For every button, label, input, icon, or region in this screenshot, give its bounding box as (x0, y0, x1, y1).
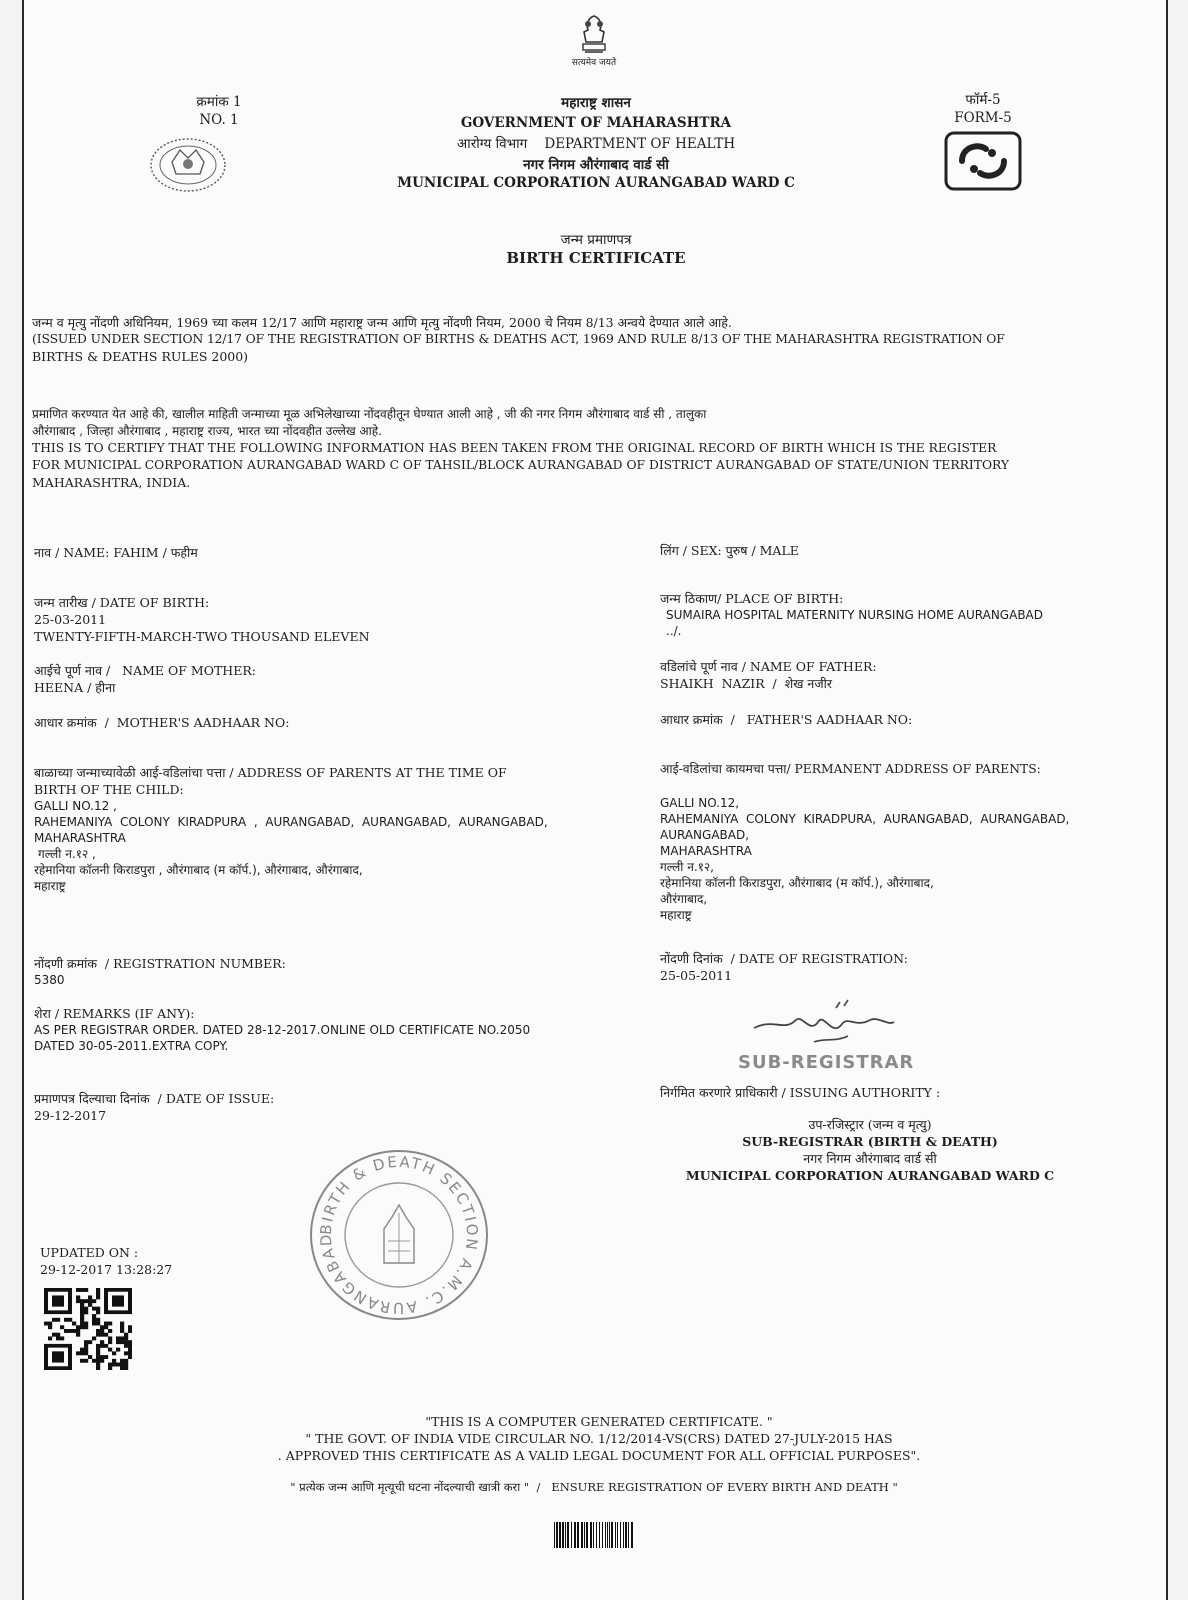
issued-under-marathi: जन्म व मृत्यु नोंदणी अधिनियम, 1969 च्या कलम 12/17 आणि महाराष्ट्र जन्म आणि मृत्यु नोंदणी नियम, 2000 चे नियम 8/13 अन्वये देण्यात आले आहे. (32, 315, 732, 330)
father-aadhaar-field (660, 711, 1140, 728)
perm-address-line: MAHARASHTRA (660, 844, 752, 858)
reg-date-value: 25-05-2011 (660, 968, 733, 983)
perm-address-label: आई-वडिलांचा कायमचा पत्ता/ PERMANENT ADDRESS OF PARENTS: (660, 762, 1041, 776)
remarks-line-1: AS PER REGISTRAR ORDER. DATED 28-12-2017.ONLINE OLD CERTIFICATE NO.2050 (34, 1023, 531, 1037)
remarks-field (34, 1005, 654, 1054)
registrar-signature (744, 998, 904, 1050)
father-field (660, 658, 1140, 692)
certification-statement (32, 406, 1142, 491)
pob-value-1: SUMAIRA HOSPITAL MATERNITY NURSING HOME AURANGABAD (666, 608, 1043, 622)
reg-no-value: 5380 (34, 973, 65, 987)
footer-slogan: " प्रत्येक जन्म आणि मृत्यूची घटना नोंदल्याची खात्री करा " / ENSURE REGISTRATION OF EVERY BIRTH AND DEATH " (290, 1480, 898, 1494)
name-line: नाव / NAME: FAHIM / फहीम (34, 545, 198, 560)
updated-value: 29-12-2017 13:28:27 (40, 1262, 173, 1277)
authority-line-english: SUB-REGISTRAR (BIRTH & DEATH) (742, 1134, 998, 1149)
dob-words: TWENTY-FIFTH-MARCH-TWO THOUSAND ELEVEN (34, 629, 370, 644)
title-english: BIRTH CERTIFICATE (506, 249, 686, 267)
father-value: SHAIKH NAZIR / शेख नजीर (660, 676, 832, 691)
issued-under-section (32, 314, 1142, 365)
footer-line-3: . APPROVED THIS CERTIFICATE AS A VALID LEGAL DOCUMENT FOR ALL OFFICIAL PURPOSES". (277, 1448, 921, 1463)
certify-english-1: THIS IS TO CERTIFY THAT THE FOLLOWING INFORMATION HAS BEEN TAKEN FROM THE ORIGINAL RECORD OF BIRTH WHICH IS THE REGISTER (32, 441, 997, 455)
dob-value: 25-03-2011 (34, 612, 107, 627)
perm-address-line: GALLI NO.12, (660, 796, 740, 810)
pob-value-2: ../. (666, 624, 682, 638)
issuer-header (364, 94, 828, 192)
reg-no-label: नोंदणी क्रमांक / REGISTRATION NUMBER: (34, 956, 286, 971)
birth-death-section-seal (304, 1145, 494, 1325)
dob-field (34, 594, 654, 645)
form-number-english: FORM-5 (954, 110, 1012, 126)
sex-field (660, 542, 1140, 559)
registration-number-field (34, 955, 654, 988)
address-birth-line: गल्ली न.१२ , (38, 847, 96, 861)
perm-address-line: औरंगाबाद, (660, 892, 708, 906)
issued-under-english-1: (ISSUED UNDER SECTION 12/17 OF THE REGISTRATION OF BIRTHS & DEATHS ACT, 1969 AND RULE 8/13 OF THE MAHARASHTRA REGISTRATION OF (32, 332, 1005, 346)
authority-corp-marathi: नगर निगम औरंगाबाद वार्ड सी (803, 1151, 937, 1166)
father-label: वडिलांचे पूर्ण नाव / NAME OF FATHER: (660, 659, 877, 674)
updated-label: UPDATED ON : (40, 1245, 139, 1260)
address-birth-line: RAHEMANIYA COLONY KIRADPURA , AURANGABAD, AURANGABAD, AURANGABAD, (34, 815, 548, 829)
authority-line-marathi: उप-रजिस्ट्रार (जन्म व मृत्यु) (808, 1117, 932, 1132)
serial-number-marathi: क्रमांक 1 (196, 94, 242, 110)
form-number-block (938, 91, 1028, 127)
address-birth-label-1: बाळाच्या जन्माच्यावेळी आई-वडिलांचा पत्ता / ADDRESS OF PARENTS AT THE TIME OF (34, 765, 507, 780)
address-birth-line: GALLI NO.12 , (34, 799, 117, 813)
pob-field (660, 590, 1140, 639)
perm-address-line: गल्ली न.१२, (660, 860, 714, 874)
certify-marathi-1: प्रमाणित करण्यात येत आहे की, खालील माहिती जन्माच्या मूळ अभिलेखाच्या नोंदवहीतून घेण्यात आली आहे , जी की नगर निगम औरंगाबाद वार्ड सी , तालुका (32, 407, 707, 421)
footer-line-1: "THIS IS A COMPUTER GENERATED CERTIFICATE. " (425, 1414, 773, 1429)
address-at-birth-field (34, 764, 654, 894)
sub-registrar-stamp: SUB-REGISTRAR (738, 1052, 915, 1073)
remarks-line-2: DATED 30-05-2011.EXTRA COPY. (34, 1039, 229, 1053)
mother-aadhaar-label: आधार क्रमांक / MOTHER'S AADHAAR NO: (34, 715, 290, 730)
certify-english-2: FOR MUNICIPAL CORPORATION AURANGABAD WARD C OF TAHSIL/BLOCK AURANGABAD OF DISTRICT AURANGABAD OF STATE/UNION TERRITORY (32, 458, 1010, 472)
seal-ring-text: BIRTH & DEATH SECTION A.M.C. AURANGABAD (316, 1152, 482, 1318)
sex-line: लिंग / SEX: पुरुष / MALE (660, 543, 799, 558)
perm-address-line: RAHEMANIYA COLONY KIRADPURA, AURANGABAD, AURANGABAD, (660, 812, 1070, 826)
issue-value: 29-12-2017 (34, 1108, 107, 1123)
issuing-authority-block (660, 1116, 1080, 1184)
issued-under-english-2: BIRTHS & DEATHS RULES 2000) (32, 349, 249, 364)
authority-corp-english: MUNICIPAL CORPORATION AURANGABAD WARD C (685, 1168, 1055, 1183)
issuing-authority-label (660, 1084, 1140, 1101)
certificate-title (464, 231, 728, 267)
remarks-label: शेरा / REMARKS (IF ANY): (34, 1006, 195, 1021)
authority-label: निर्गमित करणारे प्राधिकारी / ISSUING AUTHORITY : (660, 1085, 941, 1100)
crs-logo (944, 131, 1022, 191)
emblem-motto: सत्यमेव जयते (571, 58, 617, 68)
certify-marathi-2: औरंगाबाद , जिल्हा औरंगाबाद , महाराष्ट्र राज्य, भारत च्या नोंदवहीत उल्लेख आहे. (32, 424, 382, 438)
perm-address-line: रहेमानिया कॉलनी किराडपुरा, औरंगाबाद (म कॉर्प.), औरंगाबाद, (660, 876, 934, 890)
national-emblem (564, 14, 624, 69)
certificate-page (22, 0, 1168, 1600)
qr-code (44, 1288, 132, 1370)
permanent-address-field (660, 761, 1150, 923)
dob-label: जन्म तारीख / DATE OF BIRTH: (34, 595, 210, 610)
registration-date-field (660, 950, 1140, 984)
perm-address-line: महाराष्ट्र (660, 908, 692, 922)
title-marathi: जन्म प्रमाणपत्र (560, 232, 632, 248)
issue-label: प्रमाणपत्र दिल्याचा दिनांक / DATE OF ISSUE: (34, 1091, 275, 1106)
corp-marathi: नगर निगम औरंगाबाद वार्ड सी (523, 157, 669, 173)
footer-notice (184, 1413, 1014, 1464)
gov-marathi: महाराष्ट्र शासन (561, 95, 631, 111)
serial-number-block (174, 93, 264, 129)
issue-date-field (34, 1090, 654, 1124)
address-birth-line: MAHARASHTRA (34, 831, 126, 845)
mother-label: आईचे पूर्ण नाव / NAME OF MOTHER: (34, 663, 256, 678)
mother-aadhaar-field (34, 714, 654, 731)
department-line: आरोग्य विभाग DEPARTMENT OF HEALTH (456, 136, 736, 152)
mother-value: HEENA / हीना (34, 680, 116, 695)
updated-on-block (40, 1244, 172, 1278)
footer-line-2: " THE GOVT. OF INDIA VIDE CIRCULAR NO. 1/12/2014-VS(CRS) DATED 27-JULY-2015 HAS (305, 1431, 893, 1446)
address-birth-line: रहेमानिया कॉलनी किराडपुरा , औरंगाबाद (म कॉर्प.), औरंगाबाद, औरंगाबाद, (34, 863, 363, 877)
address-birth-label-2: BIRTH OF THE CHILD: (34, 782, 184, 797)
certify-english-3: MAHARASHTRA, INDIA. (32, 475, 191, 490)
corp-english: MUNICIPAL CORPORATION AURANGABAD WARD C (397, 175, 795, 191)
perm-address-line: AURANGABAD, (660, 828, 750, 842)
maharashtra-seal (148, 136, 228, 194)
reg-date-label: नोंदणी दिनांक / DATE OF REGISTRATION: (660, 951, 908, 966)
mother-field (34, 662, 654, 696)
barcode (554, 1522, 634, 1548)
father-aadhaar-label: आधार क्रमांक / FATHER'S AADHAAR NO: (660, 712, 913, 727)
name-field (34, 544, 654, 561)
form-number-marathi: फॉर्म-5 (965, 92, 1001, 108)
serial-number-english: NO. 1 (199, 112, 239, 128)
gov-english: GOVERNMENT OF MAHARASHTRA (460, 115, 732, 131)
pob-label: जन्म ठिकाण/ PLACE OF BIRTH: (660, 591, 844, 606)
address-birth-line: महाराष्ट्र (34, 879, 66, 893)
